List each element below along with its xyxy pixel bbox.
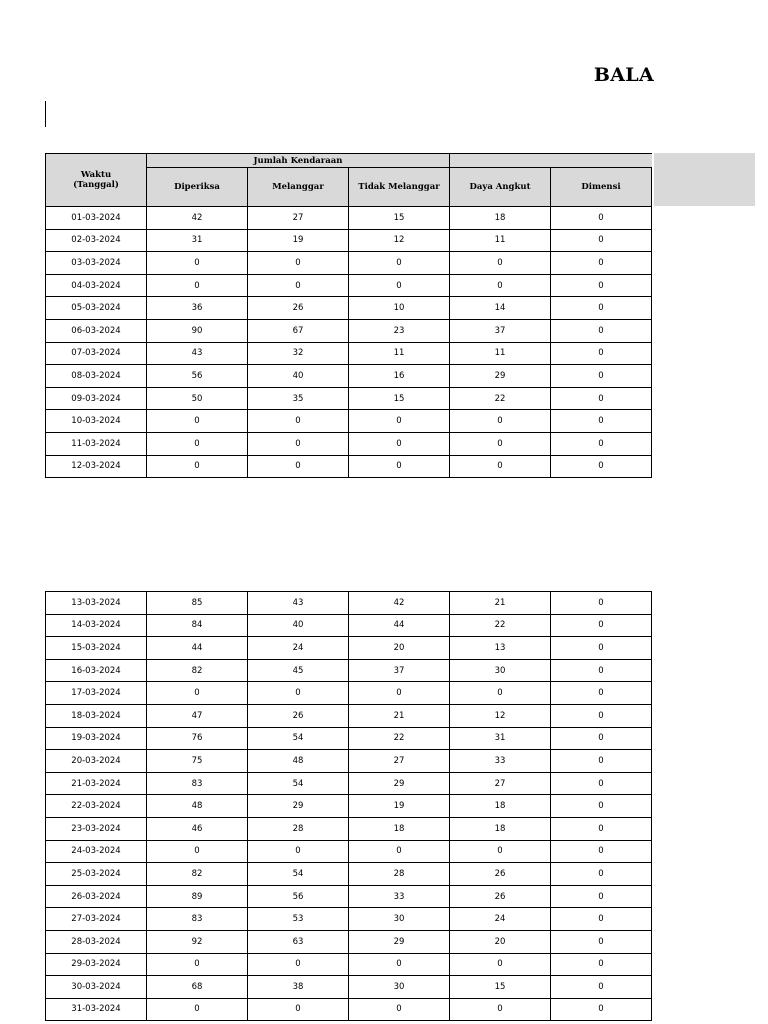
table-row [46, 840, 652, 863]
value-cell: 19 [349, 795, 450, 818]
date-cell: 11-03-2024 [46, 432, 147, 455]
value-cell: 0 [349, 252, 450, 275]
value-cell: 13 [450, 637, 551, 660]
value-cell: 0 [551, 614, 652, 637]
value-cell: 0 [248, 252, 349, 275]
value-cell: 0 [349, 682, 450, 705]
value-cell: 33 [450, 750, 551, 773]
date-cell: 07-03-2024 [46, 342, 147, 365]
value-cell: 54 [248, 727, 349, 750]
table-row [46, 229, 652, 252]
value-cell: 0 [248, 432, 349, 455]
value-cell: 0 [551, 976, 652, 999]
value-cell: 0 [450, 682, 551, 705]
date-cell: 30-03-2024 [46, 976, 147, 999]
table-row [46, 817, 652, 840]
value-cell: 45 [248, 659, 349, 682]
value-cell: 50 [147, 387, 248, 410]
table-row [46, 319, 652, 342]
value-cell: 11 [349, 342, 450, 365]
value-cell: 48 [147, 795, 248, 818]
value-cell: 18 [450, 795, 551, 818]
value-cell: 0 [349, 953, 450, 976]
value-cell: 42 [147, 207, 248, 230]
table-row [46, 795, 652, 818]
value-cell: 0 [551, 840, 652, 863]
date-cell: 09-03-2024 [46, 387, 147, 410]
value-cell: 27 [450, 772, 551, 795]
table-row [46, 637, 652, 660]
value-cell: 56 [248, 885, 349, 908]
value-cell: 18 [349, 817, 450, 840]
value-cell: 76 [147, 727, 248, 750]
value-cell: 0 [551, 455, 652, 478]
value-cell: 26 [450, 885, 551, 908]
value-cell: 85 [147, 592, 248, 615]
vehicle-inspection-table-part2 [45, 591, 652, 1021]
value-cell: 47 [147, 704, 248, 727]
value-cell: 83 [147, 908, 248, 931]
value-cell: 0 [147, 840, 248, 863]
value-cell: 0 [551, 410, 652, 433]
table-row [46, 614, 652, 637]
table-body-part1 [46, 207, 652, 478]
value-cell: 0 [551, 795, 652, 818]
value-cell: 30 [349, 908, 450, 931]
value-cell: 0 [551, 953, 652, 976]
value-cell: 0 [551, 817, 652, 840]
value-cell: 43 [248, 592, 349, 615]
value-cell: 0 [450, 274, 551, 297]
value-cell: 23 [349, 319, 450, 342]
date-cell: 02-03-2024 [46, 229, 147, 252]
value-cell: 0 [551, 274, 652, 297]
value-cell: 48 [248, 750, 349, 773]
date-cell: 25-03-2024 [46, 863, 147, 886]
value-cell: 0 [450, 998, 551, 1021]
value-cell: 0 [248, 682, 349, 705]
value-cell: 0 [450, 840, 551, 863]
value-cell: 31 [450, 727, 551, 750]
value-cell: 20 [349, 637, 450, 660]
header-shading-overflow [654, 153, 755, 206]
date-cell: 12-03-2024 [46, 455, 147, 478]
value-cell: 90 [147, 319, 248, 342]
header-vehicle-count-group: Jumlah Kendaraan [147, 154, 450, 168]
value-cell: 27 [349, 750, 450, 773]
value-cell: 31 [147, 229, 248, 252]
value-cell: 0 [551, 772, 652, 795]
value-cell: 0 [147, 998, 248, 1021]
value-cell: 0 [248, 840, 349, 863]
value-cell: 37 [450, 319, 551, 342]
value-cell: 0 [248, 455, 349, 478]
value-cell: 10 [349, 297, 450, 320]
value-cell: 54 [248, 772, 349, 795]
value-cell: 0 [147, 410, 248, 433]
value-cell: 0 [349, 455, 450, 478]
value-cell: 0 [450, 410, 551, 433]
value-cell: 0 [551, 297, 652, 320]
table-row [46, 930, 652, 953]
header-daya-angkut: Daya Angkut [450, 168, 551, 207]
date-cell: 14-03-2024 [46, 614, 147, 637]
date-cell: 18-03-2024 [46, 704, 147, 727]
value-cell: 32 [248, 342, 349, 365]
value-cell: 27 [248, 207, 349, 230]
table-row [46, 682, 652, 705]
value-cell: 0 [147, 432, 248, 455]
value-cell: 18 [450, 817, 551, 840]
table-row [46, 885, 652, 908]
value-cell: 0 [248, 274, 349, 297]
date-cell: 20-03-2024 [46, 750, 147, 773]
header-diperiksa: Diperiksa [147, 168, 248, 207]
header-tidak-melanggar: Tidak Melanggar [349, 168, 450, 207]
date-cell: 01-03-2024 [46, 207, 147, 230]
value-cell: 40 [248, 614, 349, 637]
table-row [46, 342, 652, 365]
value-cell: 12 [450, 704, 551, 727]
table-row [46, 976, 652, 999]
table-row [46, 953, 652, 976]
value-cell: 0 [147, 455, 248, 478]
value-cell: 28 [349, 863, 450, 886]
value-cell: 0 [551, 252, 652, 275]
value-cell: 0 [248, 998, 349, 1021]
vehicle-inspection-table-part1 [45, 153, 652, 478]
value-cell: 15 [349, 387, 450, 410]
date-cell: 24-03-2024 [46, 840, 147, 863]
value-cell: 26 [248, 297, 349, 320]
value-cell: 40 [248, 365, 349, 388]
value-cell: 0 [551, 342, 652, 365]
value-cell: 0 [551, 727, 652, 750]
value-cell: 44 [349, 614, 450, 637]
value-cell: 83 [147, 772, 248, 795]
value-cell: 0 [551, 885, 652, 908]
value-cell: 28 [248, 817, 349, 840]
value-cell: 0 [147, 682, 248, 705]
value-cell: 0 [248, 953, 349, 976]
date-cell: 22-03-2024 [46, 795, 147, 818]
header-violation-group [450, 154, 652, 168]
value-cell: 16 [349, 365, 450, 388]
date-cell: 05-03-2024 [46, 297, 147, 320]
value-cell: 68 [147, 976, 248, 999]
date-cell: 16-03-2024 [46, 659, 147, 682]
value-cell: 0 [450, 432, 551, 455]
value-cell: 0 [551, 682, 652, 705]
value-cell: 24 [248, 637, 349, 660]
value-cell: 11 [450, 342, 551, 365]
table-row [46, 252, 652, 275]
value-cell: 0 [551, 637, 652, 660]
date-cell: 19-03-2024 [46, 727, 147, 750]
value-cell: 0 [551, 863, 652, 886]
table-row [46, 432, 652, 455]
document-title: BALA [593, 64, 654, 86]
header-melanggar: Melanggar [248, 168, 349, 207]
value-cell: 89 [147, 885, 248, 908]
table-body-part2 [46, 592, 652, 1021]
table-row [46, 659, 652, 682]
table-row [46, 207, 652, 230]
header-dimensi: Dimensi [551, 168, 652, 207]
date-cell: 13-03-2024 [46, 592, 147, 615]
value-cell: 46 [147, 817, 248, 840]
value-cell: 18 [450, 207, 551, 230]
date-cell: 04-03-2024 [46, 274, 147, 297]
date-cell: 26-03-2024 [46, 885, 147, 908]
value-cell: 0 [349, 840, 450, 863]
value-cell: 26 [248, 704, 349, 727]
value-cell: 0 [147, 252, 248, 275]
table-row [46, 750, 652, 773]
value-cell: 24 [450, 908, 551, 931]
value-cell: 0 [551, 432, 652, 455]
value-cell: 21 [450, 592, 551, 615]
value-cell: 19 [248, 229, 349, 252]
value-cell: 0 [147, 953, 248, 976]
table-row [46, 297, 652, 320]
value-cell: 82 [147, 863, 248, 886]
table-row [46, 727, 652, 750]
table-row [46, 704, 652, 727]
value-cell: 12 [349, 229, 450, 252]
value-cell: 75 [147, 750, 248, 773]
header-time: Waktu (Tanggal) [46, 154, 147, 207]
table-row [46, 863, 652, 886]
date-cell: 23-03-2024 [46, 817, 147, 840]
date-cell: 28-03-2024 [46, 930, 147, 953]
date-cell: 29-03-2024 [46, 953, 147, 976]
value-cell: 22 [349, 727, 450, 750]
value-cell: 0 [551, 930, 652, 953]
value-cell: 26 [450, 863, 551, 886]
value-cell: 0 [551, 750, 652, 773]
table-row [46, 387, 652, 410]
value-cell: 0 [551, 365, 652, 388]
value-cell: 0 [551, 387, 652, 410]
value-cell: 0 [147, 274, 248, 297]
date-cell: 08-03-2024 [46, 365, 147, 388]
date-cell: 21-03-2024 [46, 772, 147, 795]
value-cell: 82 [147, 659, 248, 682]
value-cell: 0 [551, 659, 652, 682]
value-cell: 0 [551, 319, 652, 342]
value-cell: 56 [147, 365, 248, 388]
date-cell: 17-03-2024 [46, 682, 147, 705]
value-cell: 29 [349, 772, 450, 795]
value-cell: 29 [450, 365, 551, 388]
value-cell: 43 [147, 342, 248, 365]
value-cell: 30 [349, 976, 450, 999]
value-cell: 0 [450, 455, 551, 478]
value-cell: 29 [248, 795, 349, 818]
date-cell: 27-03-2024 [46, 908, 147, 931]
date-cell: 15-03-2024 [46, 637, 147, 660]
value-cell: 42 [349, 592, 450, 615]
value-cell: 35 [248, 387, 349, 410]
table-row [46, 455, 652, 478]
value-cell: 0 [349, 410, 450, 433]
value-cell: 92 [147, 930, 248, 953]
date-cell: 06-03-2024 [46, 319, 147, 342]
value-cell: 0 [349, 432, 450, 455]
value-cell: 37 [349, 659, 450, 682]
value-cell: 0 [551, 998, 652, 1021]
value-cell: 14 [450, 297, 551, 320]
value-cell: 29 [349, 930, 450, 953]
value-cell: 0 [349, 998, 450, 1021]
table-row [46, 365, 652, 388]
value-cell: 0 [349, 274, 450, 297]
table-row [46, 908, 652, 931]
value-cell: 30 [450, 659, 551, 682]
value-cell: 67 [248, 319, 349, 342]
table-row [46, 772, 652, 795]
value-cell: 21 [349, 704, 450, 727]
value-cell: 44 [147, 637, 248, 660]
value-cell: 0 [551, 207, 652, 230]
value-cell: 22 [450, 387, 551, 410]
value-cell: 63 [248, 930, 349, 953]
value-cell: 15 [349, 207, 450, 230]
value-cell: 38 [248, 976, 349, 999]
value-cell: 11 [450, 229, 551, 252]
date-cell: 03-03-2024 [46, 252, 147, 275]
value-cell: 33 [349, 885, 450, 908]
value-cell: 0 [450, 953, 551, 976]
table-row [46, 410, 652, 433]
value-cell: 20 [450, 930, 551, 953]
table-row [46, 274, 652, 297]
text-cursor [45, 101, 46, 127]
date-cell: 10-03-2024 [46, 410, 147, 433]
table-row [46, 592, 652, 615]
table-row [46, 998, 652, 1021]
value-cell: 53 [248, 908, 349, 931]
date-cell: 31-03-2024 [46, 998, 147, 1021]
value-cell: 0 [551, 592, 652, 615]
value-cell: 54 [248, 863, 349, 886]
value-cell: 84 [147, 614, 248, 637]
value-cell: 0 [248, 410, 349, 433]
value-cell: 0 [551, 229, 652, 252]
value-cell: 15 [450, 976, 551, 999]
value-cell: 0 [551, 908, 652, 931]
value-cell: 0 [450, 252, 551, 275]
value-cell: 36 [147, 297, 248, 320]
value-cell: 0 [551, 704, 652, 727]
value-cell: 22 [450, 614, 551, 637]
